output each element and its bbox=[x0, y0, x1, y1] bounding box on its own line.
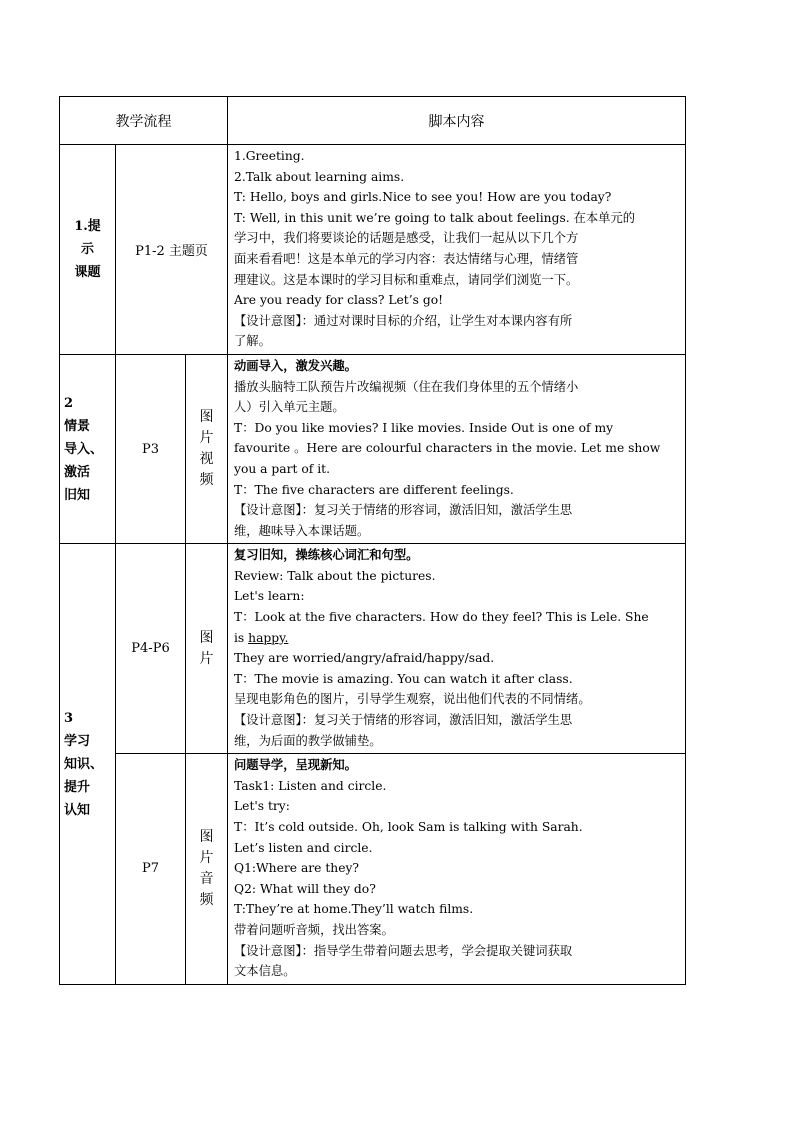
media-char: 图 bbox=[199, 629, 214, 646]
table-row bbox=[60, 754, 686, 985]
stage-line: 3 bbox=[64, 710, 74, 726]
content-line: 【设计意图】：通过对课时目标的介绍，让学生对本课内容有所 bbox=[234, 313, 573, 328]
stage-cell bbox=[60, 145, 116, 355]
media-cell bbox=[186, 754, 228, 985]
content-text: is bbox=[234, 630, 249, 645]
page-cell: P3 bbox=[116, 354, 186, 543]
stage-line: 课题 bbox=[74, 264, 101, 280]
media-char: 片 bbox=[199, 430, 214, 447]
content-line: 维，趣味导入本课话题。 bbox=[234, 523, 370, 538]
content-line: 理建议。这是本课时的学习目标和重难点，请同学们浏览一下。 bbox=[234, 272, 579, 287]
content-line: Let's learn: bbox=[234, 589, 305, 604]
content-cell bbox=[228, 145, 686, 355]
stage-cell bbox=[60, 354, 116, 543]
content-cell bbox=[228, 354, 686, 543]
content-line: 了解。 bbox=[234, 334, 271, 349]
content-line: T：It’s cold outside. Oh, look Sam is talking with Sarah. bbox=[234, 820, 583, 834]
table-row bbox=[60, 354, 686, 543]
content-line: Review: Talk about the pictures. bbox=[234, 568, 436, 583]
stage-line: 示 bbox=[80, 241, 94, 257]
content-line: T: Well, in this unit we’re going to talk about feelings. 在本单元的 bbox=[234, 210, 636, 225]
content-line: Task1: Listen and circle. bbox=[234, 778, 387, 793]
table-row bbox=[60, 145, 686, 355]
content-line: Are you ready for class? Let’s go! bbox=[234, 293, 444, 308]
content-line: 播放头脑特工队预告片改编视频（住在我们身体里的五个情绪小 bbox=[234, 379, 579, 394]
content-line: Let’s listen and circle. bbox=[234, 840, 373, 855]
media-char: 频 bbox=[199, 472, 214, 489]
content-line bbox=[234, 628, 680, 649]
content-line: Q2: What will they do? bbox=[234, 881, 376, 896]
lesson-script-table bbox=[59, 96, 686, 985]
content-line: T:They’re at home.They’ll watch films. bbox=[234, 902, 474, 917]
media-char: 频 bbox=[199, 891, 214, 908]
underlined-word: happy. bbox=[248, 630, 289, 645]
media-cell bbox=[186, 544, 228, 754]
content-line: They are worried/angry/afraid/happy/sad. bbox=[234, 651, 495, 666]
content-line: 2.Talk about learning aims. bbox=[234, 169, 405, 184]
content-line: 人）引入单元主题。 bbox=[234, 400, 345, 415]
media-cell bbox=[186, 354, 228, 543]
header-teaching-process: 教学流程 bbox=[60, 97, 228, 145]
content-line: 面来看看吧！这是本单元的学习内容：表达情绪与心理，情绪管 bbox=[234, 251, 579, 266]
stage-line: 学习 bbox=[64, 733, 91, 749]
content-line: 学习中，我们将要谈论的话题是感受，让我们一起从以下几个方 bbox=[234, 231, 579, 246]
content-line: 文本信息。 bbox=[234, 964, 296, 979]
content-line: 呈现电影角色的图片，引导学生观察，说出他们代表的不同情绪。 bbox=[234, 692, 591, 707]
content-heading: 复习旧知，操练核心词汇和句型。 bbox=[234, 547, 419, 563]
stage-line: 导入、 bbox=[64, 441, 104, 457]
content-line: T: Hello, boys and girls.Nice to see you! How are you today? bbox=[234, 190, 612, 205]
page-cell: P1-2 主题页 bbox=[116, 145, 228, 355]
content-line: favourite 。Here are colourful characters in the movie. Let me show bbox=[234, 441, 661, 456]
content-line: you a part of it. bbox=[234, 461, 330, 476]
stage-line: 2 bbox=[64, 395, 74, 411]
page-cell: P4-P6 bbox=[116, 544, 186, 754]
stage-line: 1.提 bbox=[74, 218, 101, 234]
stage-line: 知识、 bbox=[64, 756, 104, 772]
content-line: 【设计意图】：指导学生带着问题去思考，学会提取关键词获取 bbox=[234, 943, 573, 958]
content-line: 带着问题听音频，找出答案。 bbox=[234, 922, 394, 937]
media-char: 片 bbox=[199, 650, 214, 667]
content-line: T：The five characters are different feelings. bbox=[234, 482, 514, 497]
table-row bbox=[60, 544, 686, 754]
media-char: 音 bbox=[199, 870, 214, 887]
page-cell: P7 bbox=[116, 754, 186, 985]
content-heading: 动画导入，激发兴趣。 bbox=[234, 357, 357, 373]
media-char: 图 bbox=[199, 828, 214, 845]
stage-cell bbox=[60, 544, 116, 984]
media-char: 图 bbox=[199, 409, 214, 426]
content-line: Let's try: bbox=[234, 799, 290, 814]
header-script-content: 脚本内容 bbox=[228, 97, 686, 145]
media-char: 视 bbox=[199, 451, 214, 468]
content-line: T：Look at the five characters. How do they feel? This is Lele. She bbox=[234, 610, 649, 625]
media-char: 片 bbox=[199, 849, 214, 866]
stage-line: 情景 bbox=[64, 418, 91, 434]
stage-line: 认知 bbox=[64, 802, 91, 818]
content-cell bbox=[228, 544, 686, 754]
content-line: Q1:Where are they? bbox=[234, 861, 360, 876]
stage-line: 旧知 bbox=[64, 487, 91, 503]
content-line: 1.Greeting. bbox=[234, 149, 305, 163]
content-line: 【设计意图】：复习关于情绪的形容词，激活旧知，激活学生思 bbox=[234, 713, 573, 728]
content-cell bbox=[228, 754, 686, 985]
stage-line: 提升 bbox=[64, 779, 91, 795]
content-line: T：The movie is amazing. You can watch it after class. bbox=[234, 671, 573, 686]
content-line: T：Do you like movies? I like movies. Inside Out is one of my bbox=[234, 420, 614, 435]
table-header-row bbox=[60, 97, 686, 145]
stage-line: 激活 bbox=[64, 464, 91, 480]
content-line: 维，为后面的教学做铺垫。 bbox=[234, 733, 382, 748]
content-heading: 问题导学，呈现新知。 bbox=[234, 757, 357, 773]
content-line: 【设计意图】：复习关于情绪的形容词，激活旧知，激活学生思 bbox=[234, 503, 573, 518]
